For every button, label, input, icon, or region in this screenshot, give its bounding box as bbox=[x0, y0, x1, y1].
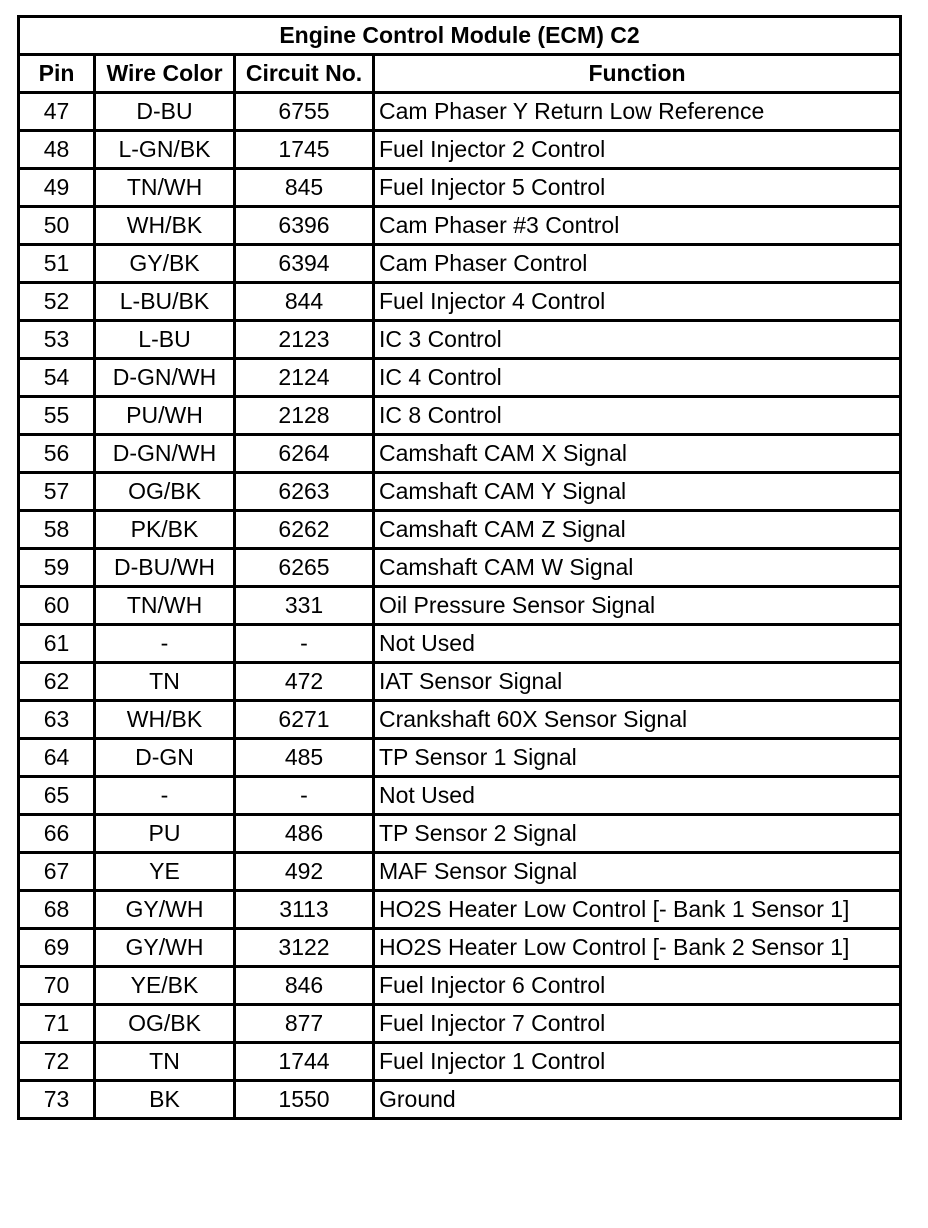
function-cell: Fuel Injector 7 Control bbox=[374, 1005, 901, 1043]
pin-cell: 71 bbox=[19, 1005, 95, 1043]
header-circuit-no: Circuit No. bbox=[235, 55, 374, 93]
table-row bbox=[19, 1081, 901, 1119]
wire-color-cell: D-GN bbox=[95, 739, 235, 777]
circuit-no-cell: 3122 bbox=[235, 929, 374, 967]
wire-color-cell: TN/WH bbox=[95, 587, 235, 625]
function-cell: Fuel Injector 5 Control bbox=[374, 169, 901, 207]
circuit-no-cell: 845 bbox=[235, 169, 374, 207]
table-row bbox=[19, 283, 901, 321]
pin-cell: 50 bbox=[19, 207, 95, 245]
wire-color-cell: - bbox=[95, 777, 235, 815]
function-cell: Camshaft CAM X Signal bbox=[374, 435, 901, 473]
circuit-no-cell: 1745 bbox=[235, 131, 374, 169]
function-cell: TP Sensor 2 Signal bbox=[374, 815, 901, 853]
function-cell: HO2S Heater Low Control [- Bank 2 Sensor 1] bbox=[374, 929, 901, 967]
table-row bbox=[19, 929, 901, 967]
pin-cell: 51 bbox=[19, 245, 95, 283]
function-cell: IAT Sensor Signal bbox=[374, 663, 901, 701]
circuit-no-cell: 6394 bbox=[235, 245, 374, 283]
table-row bbox=[19, 321, 901, 359]
table-row bbox=[19, 853, 901, 891]
pin-cell: 62 bbox=[19, 663, 95, 701]
wire-color-cell: D-GN/WH bbox=[95, 359, 235, 397]
table-title-row bbox=[19, 17, 901, 55]
table-row bbox=[19, 701, 901, 739]
wire-color-cell: OG/BK bbox=[95, 473, 235, 511]
function-cell: Fuel Injector 4 Control bbox=[374, 283, 901, 321]
pin-cell: 48 bbox=[19, 131, 95, 169]
table-row bbox=[19, 245, 901, 283]
header-function: Function bbox=[374, 55, 901, 93]
table-row bbox=[19, 587, 901, 625]
pin-cell: 59 bbox=[19, 549, 95, 587]
table-row bbox=[19, 663, 901, 701]
wire-color-cell: TN bbox=[95, 1043, 235, 1081]
pin-cell: 54 bbox=[19, 359, 95, 397]
pin-cell: 52 bbox=[19, 283, 95, 321]
function-cell: Cam Phaser #3 Control bbox=[374, 207, 901, 245]
table-body bbox=[19, 93, 901, 1119]
function-cell: IC 4 Control bbox=[374, 359, 901, 397]
circuit-no-cell: - bbox=[235, 777, 374, 815]
function-cell: Camshaft CAM W Signal bbox=[374, 549, 901, 587]
function-cell: Crankshaft 60X Sensor Signal bbox=[374, 701, 901, 739]
pin-cell: 70 bbox=[19, 967, 95, 1005]
circuit-no-cell: 2124 bbox=[235, 359, 374, 397]
ecm-c2-pinout-table bbox=[17, 15, 902, 1120]
function-cell: MAF Sensor Signal bbox=[374, 853, 901, 891]
wire-color-cell: BK bbox=[95, 1081, 235, 1119]
pin-cell: 63 bbox=[19, 701, 95, 739]
pin-cell: 55 bbox=[19, 397, 95, 435]
circuit-no-cell: 846 bbox=[235, 967, 374, 1005]
wire-color-cell: PK/BK bbox=[95, 511, 235, 549]
wire-color-cell: PU/WH bbox=[95, 397, 235, 435]
function-cell: Fuel Injector 1 Control bbox=[374, 1043, 901, 1081]
circuit-no-cell: 6265 bbox=[235, 549, 374, 587]
circuit-no-cell: 472 bbox=[235, 663, 374, 701]
circuit-no-cell: 6271 bbox=[235, 701, 374, 739]
function-cell: Camshaft CAM Y Signal bbox=[374, 473, 901, 511]
function-cell: IC 3 Control bbox=[374, 321, 901, 359]
circuit-no-cell: 485 bbox=[235, 739, 374, 777]
table-row bbox=[19, 397, 901, 435]
wire-color-cell: WH/BK bbox=[95, 701, 235, 739]
circuit-no-cell: 331 bbox=[235, 587, 374, 625]
wire-color-cell: YE bbox=[95, 853, 235, 891]
wire-color-cell: L-BU/BK bbox=[95, 283, 235, 321]
pin-cell: 47 bbox=[19, 93, 95, 131]
function-cell: Fuel Injector 2 Control bbox=[374, 131, 901, 169]
wire-color-cell: TN bbox=[95, 663, 235, 701]
function-cell: HO2S Heater Low Control [- Bank 1 Sensor 1] bbox=[374, 891, 901, 929]
header-pin: Pin bbox=[19, 55, 95, 93]
function-cell: Cam Phaser Y Return Low Reference bbox=[374, 93, 901, 131]
pin-cell: 49 bbox=[19, 169, 95, 207]
pin-cell: 61 bbox=[19, 625, 95, 663]
circuit-no-cell: 6396 bbox=[235, 207, 374, 245]
function-cell: Ground bbox=[374, 1081, 901, 1119]
circuit-no-cell: 1550 bbox=[235, 1081, 374, 1119]
table-row bbox=[19, 359, 901, 397]
header-wire-color: Wire Color bbox=[95, 55, 235, 93]
table-row bbox=[19, 549, 901, 587]
wire-color-cell: GY/WH bbox=[95, 929, 235, 967]
pin-cell: 58 bbox=[19, 511, 95, 549]
wire-color-cell: L-GN/BK bbox=[95, 131, 235, 169]
table-row bbox=[19, 169, 901, 207]
table-row bbox=[19, 625, 901, 663]
table-title: Engine Control Module (ECM) C2 bbox=[19, 17, 901, 55]
function-cell: IC 8 Control bbox=[374, 397, 901, 435]
circuit-no-cell: 1744 bbox=[235, 1043, 374, 1081]
function-cell: Oil Pressure Sensor Signal bbox=[374, 587, 901, 625]
circuit-no-cell: 2123 bbox=[235, 321, 374, 359]
wire-color-cell: D-BU/WH bbox=[95, 549, 235, 587]
pin-cell: 65 bbox=[19, 777, 95, 815]
function-cell: Cam Phaser Control bbox=[374, 245, 901, 283]
table-row bbox=[19, 131, 901, 169]
circuit-no-cell: 6755 bbox=[235, 93, 374, 131]
wire-color-cell: OG/BK bbox=[95, 1005, 235, 1043]
function-cell: Not Used bbox=[374, 625, 901, 663]
table-row bbox=[19, 967, 901, 1005]
wire-color-cell: TN/WH bbox=[95, 169, 235, 207]
function-cell: Fuel Injector 6 Control bbox=[374, 967, 901, 1005]
circuit-no-cell: 486 bbox=[235, 815, 374, 853]
function-cell: Camshaft CAM Z Signal bbox=[374, 511, 901, 549]
wire-color-cell: L-BU bbox=[95, 321, 235, 359]
table-row bbox=[19, 815, 901, 853]
table-row bbox=[19, 1043, 901, 1081]
table-row bbox=[19, 207, 901, 245]
wire-color-cell: WH/BK bbox=[95, 207, 235, 245]
table-row bbox=[19, 739, 901, 777]
pin-cell: 66 bbox=[19, 815, 95, 853]
pin-cell: 67 bbox=[19, 853, 95, 891]
circuit-no-cell: 3113 bbox=[235, 891, 374, 929]
pin-cell: 64 bbox=[19, 739, 95, 777]
wire-color-cell: GY/BK bbox=[95, 245, 235, 283]
table-row bbox=[19, 891, 901, 929]
table-row bbox=[19, 511, 901, 549]
pin-cell: 68 bbox=[19, 891, 95, 929]
circuit-no-cell: 6263 bbox=[235, 473, 374, 511]
pin-cell: 57 bbox=[19, 473, 95, 511]
pin-cell: 73 bbox=[19, 1081, 95, 1119]
pin-cell: 60 bbox=[19, 587, 95, 625]
circuit-no-cell: 844 bbox=[235, 283, 374, 321]
pin-cell: 72 bbox=[19, 1043, 95, 1081]
pin-cell: 53 bbox=[19, 321, 95, 359]
table-row bbox=[19, 473, 901, 511]
circuit-no-cell: 6264 bbox=[235, 435, 374, 473]
pin-cell: 69 bbox=[19, 929, 95, 967]
circuit-no-cell: 6262 bbox=[235, 511, 374, 549]
wire-color-cell: YE/BK bbox=[95, 967, 235, 1005]
wire-color-cell: D-GN/WH bbox=[95, 435, 235, 473]
pin-cell: 56 bbox=[19, 435, 95, 473]
wire-color-cell: PU bbox=[95, 815, 235, 853]
wire-color-cell: - bbox=[95, 625, 235, 663]
table-row bbox=[19, 1005, 901, 1043]
table-row bbox=[19, 435, 901, 473]
wire-color-cell: D-BU bbox=[95, 93, 235, 131]
table-header-row bbox=[19, 55, 901, 93]
table-row bbox=[19, 777, 901, 815]
function-cell: Not Used bbox=[374, 777, 901, 815]
circuit-no-cell: - bbox=[235, 625, 374, 663]
wire-color-cell: GY/WH bbox=[95, 891, 235, 929]
circuit-no-cell: 2128 bbox=[235, 397, 374, 435]
circuit-no-cell: 877 bbox=[235, 1005, 374, 1043]
table-row bbox=[19, 93, 901, 131]
circuit-no-cell: 492 bbox=[235, 853, 374, 891]
function-cell: TP Sensor 1 Signal bbox=[374, 739, 901, 777]
